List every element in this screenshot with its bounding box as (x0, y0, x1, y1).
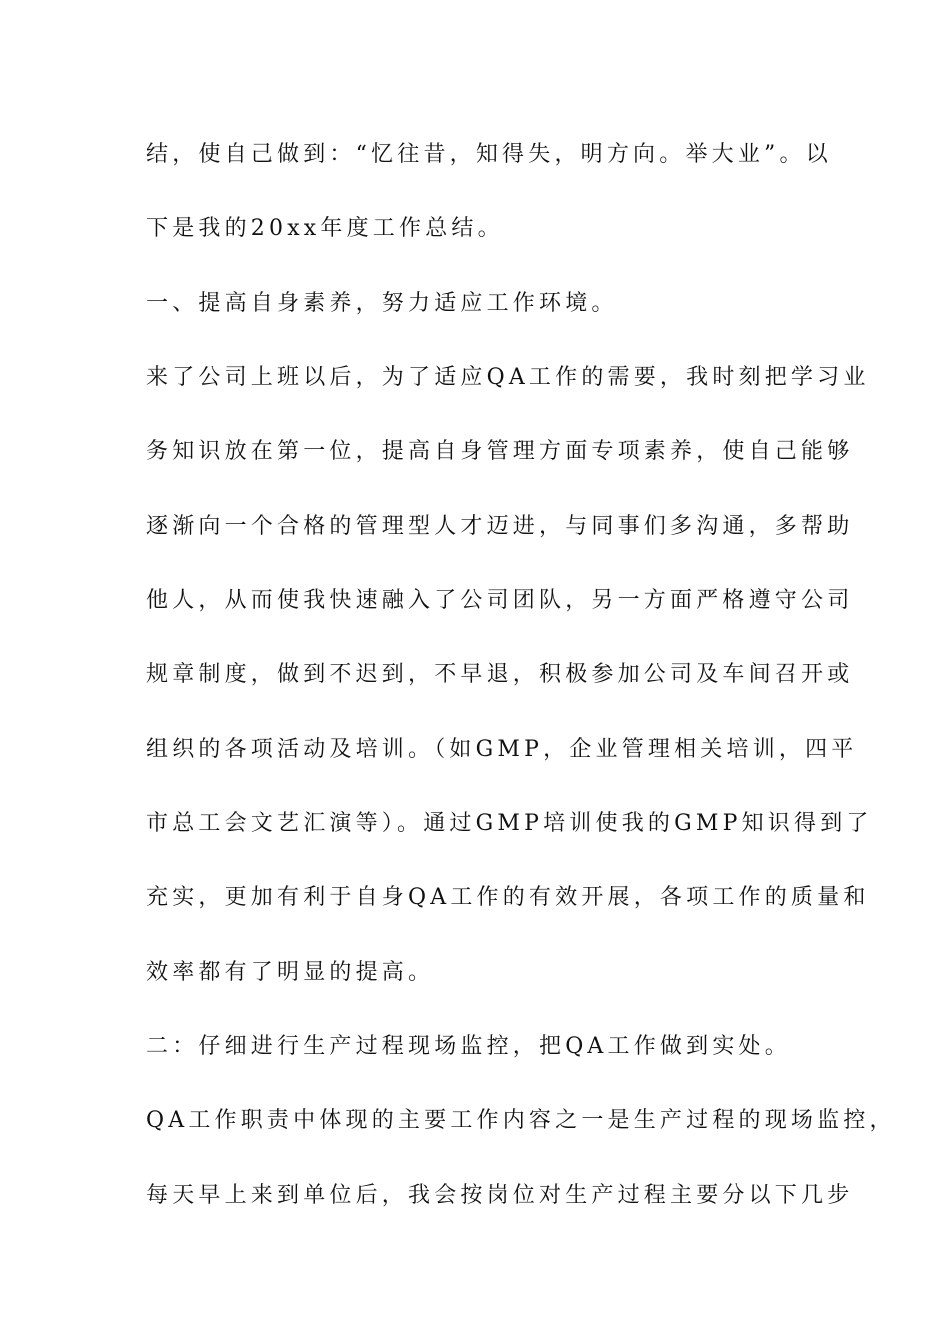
text-line: 逐渐向一个合格的管理型人才迈进，与同事们多沟通，多帮助 (146, 514, 854, 539)
text-line: 充实，更加有利于自身QA工作的有效开展，各项工作的质量和 (146, 885, 870, 910)
text-line: 效率都有了明显的提高。 (146, 960, 435, 985)
text-line: 他人，从而使我快速融入了公司团队，另一方面严格遵守公司 (146, 588, 854, 613)
text-line: 每天早上来到单位后，我会按岗位对生产过程主要分以下几步 (146, 1183, 854, 1208)
section-heading: 二：仔细进行生产过程现场监控，把QA工作做到实处。 (146, 1034, 791, 1059)
text-line: 规章制度，做到不迟到，不早退，积极参加公司及车间召开或 (146, 662, 854, 687)
text-line: 组织的各项活动及培训。（如GMP，企业管理相关培训，四平 (146, 737, 858, 762)
text-line: 下是我的20xx年度工作总结。 (146, 216, 504, 241)
text-line: 来了公司上班以后，为了适应QA工作的需要，我时刻把学习业 (146, 365, 870, 390)
text-line: 市总工会文艺汇演等）。通过GMP培训使我的GMP知识得到了 (146, 811, 873, 836)
text-line: 结，使自己做到：“忆往昔，知得失，明方向。举大业”。以 (146, 142, 832, 167)
section-heading: 一、提高自身素养，努力适应工作环境。 (146, 291, 618, 316)
text-line: 务知识放在第一位，提高自身管理方面专项素养，使自己能够 (146, 439, 854, 464)
text-line: QA工作职责中体现的主要工作内容之一是生产过程的现场监控， (146, 1108, 896, 1133)
